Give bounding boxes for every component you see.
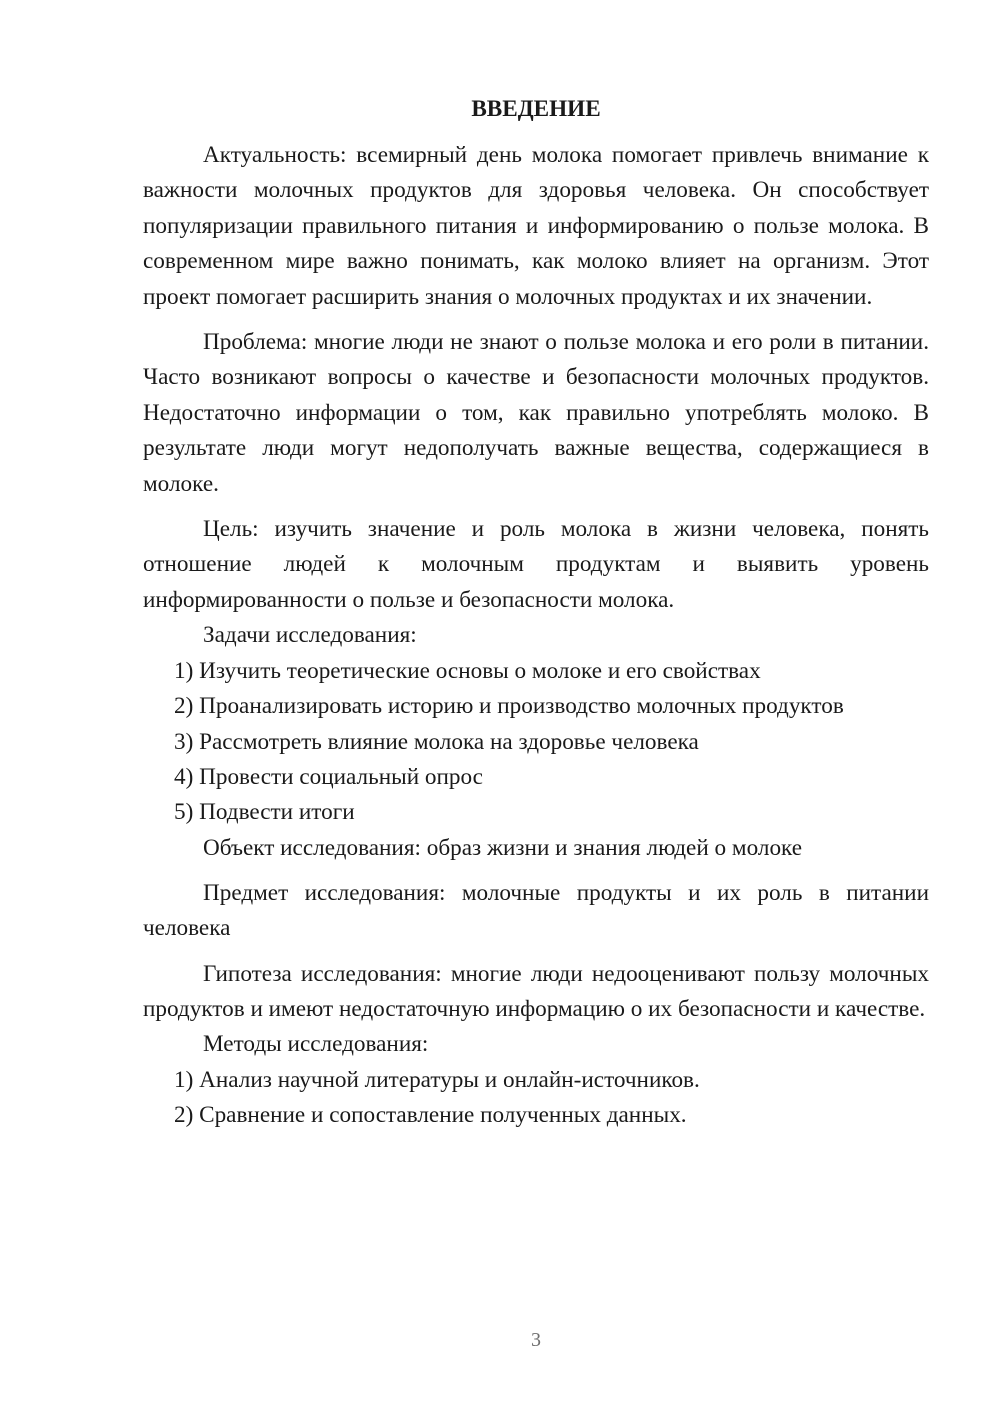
methods-label: Методы исследования:	[203, 1031, 429, 1058]
hypothesis-paragraph: Гипотеза исследования: многие люди недооценивают пользу молочных продуктов и имеют недостаточную информацию о их безопасности и качестве.	[143, 960, 929, 1022]
task-item-1: 1) Изучить теоретические основы о молоке и его свойствах	[174, 657, 761, 684]
task-item-5: 5) Подвести итоги	[174, 799, 355, 826]
problem-paragraph: Проблема: многие люди не знают о пользе молока и его роли в питании. Часто возникают вопросы о качестве и безопасности молочных продуктов. Недостаточно информации о том, как правильно употреблять молоко. В результате люди могут недополучать важные вещества, содержащиеся в молоке.	[143, 329, 929, 497]
subject-paragraph: Предмет исследования: молочные продукты и их роль в питании человека	[143, 879, 929, 942]
method-item-2: 2) Сравнение и сопоставление полученных данных.	[174, 1102, 687, 1129]
object-paragraph: Объект исследования: образ жизни и знания людей о молоке	[203, 834, 803, 861]
relevance-paragraph: Актуальность: всемирный день молока помогает привлечь внимание к важности молочных продуктов для здоровья человека. Он способствует популяризации правильного питания и информированию о пользе молока. В современном мире важно понимать, как молоко влияет на организм. Этот проект помогает расширить знания о молочных продуктах и их значении.	[143, 142, 929, 310]
task-item-2: 2) Проанализировать историю и производство молочных продуктов	[174, 693, 844, 720]
task-item-4: 4) Провести социальный опрос	[174, 763, 483, 790]
page-content	[143, 92, 929, 1134]
tasks-label: Задачи исследования:	[203, 622, 417, 649]
goal-paragraph: Цель: изучить значение и роль молока в жизни человека, понять отношение людей к молочным продуктам и выявить уровень информированности о пользе и безопасности молока.	[143, 516, 929, 613]
method-item-1: 1) Анализ научной литературы и онлайн-источников.	[174, 1066, 700, 1093]
page-number: 3	[531, 1329, 541, 1351]
page-title: ВВЕДЕНИЕ	[471, 96, 601, 122]
task-item-3: 3) Рассмотреть влияние молока на здоровье человека	[174, 728, 699, 755]
